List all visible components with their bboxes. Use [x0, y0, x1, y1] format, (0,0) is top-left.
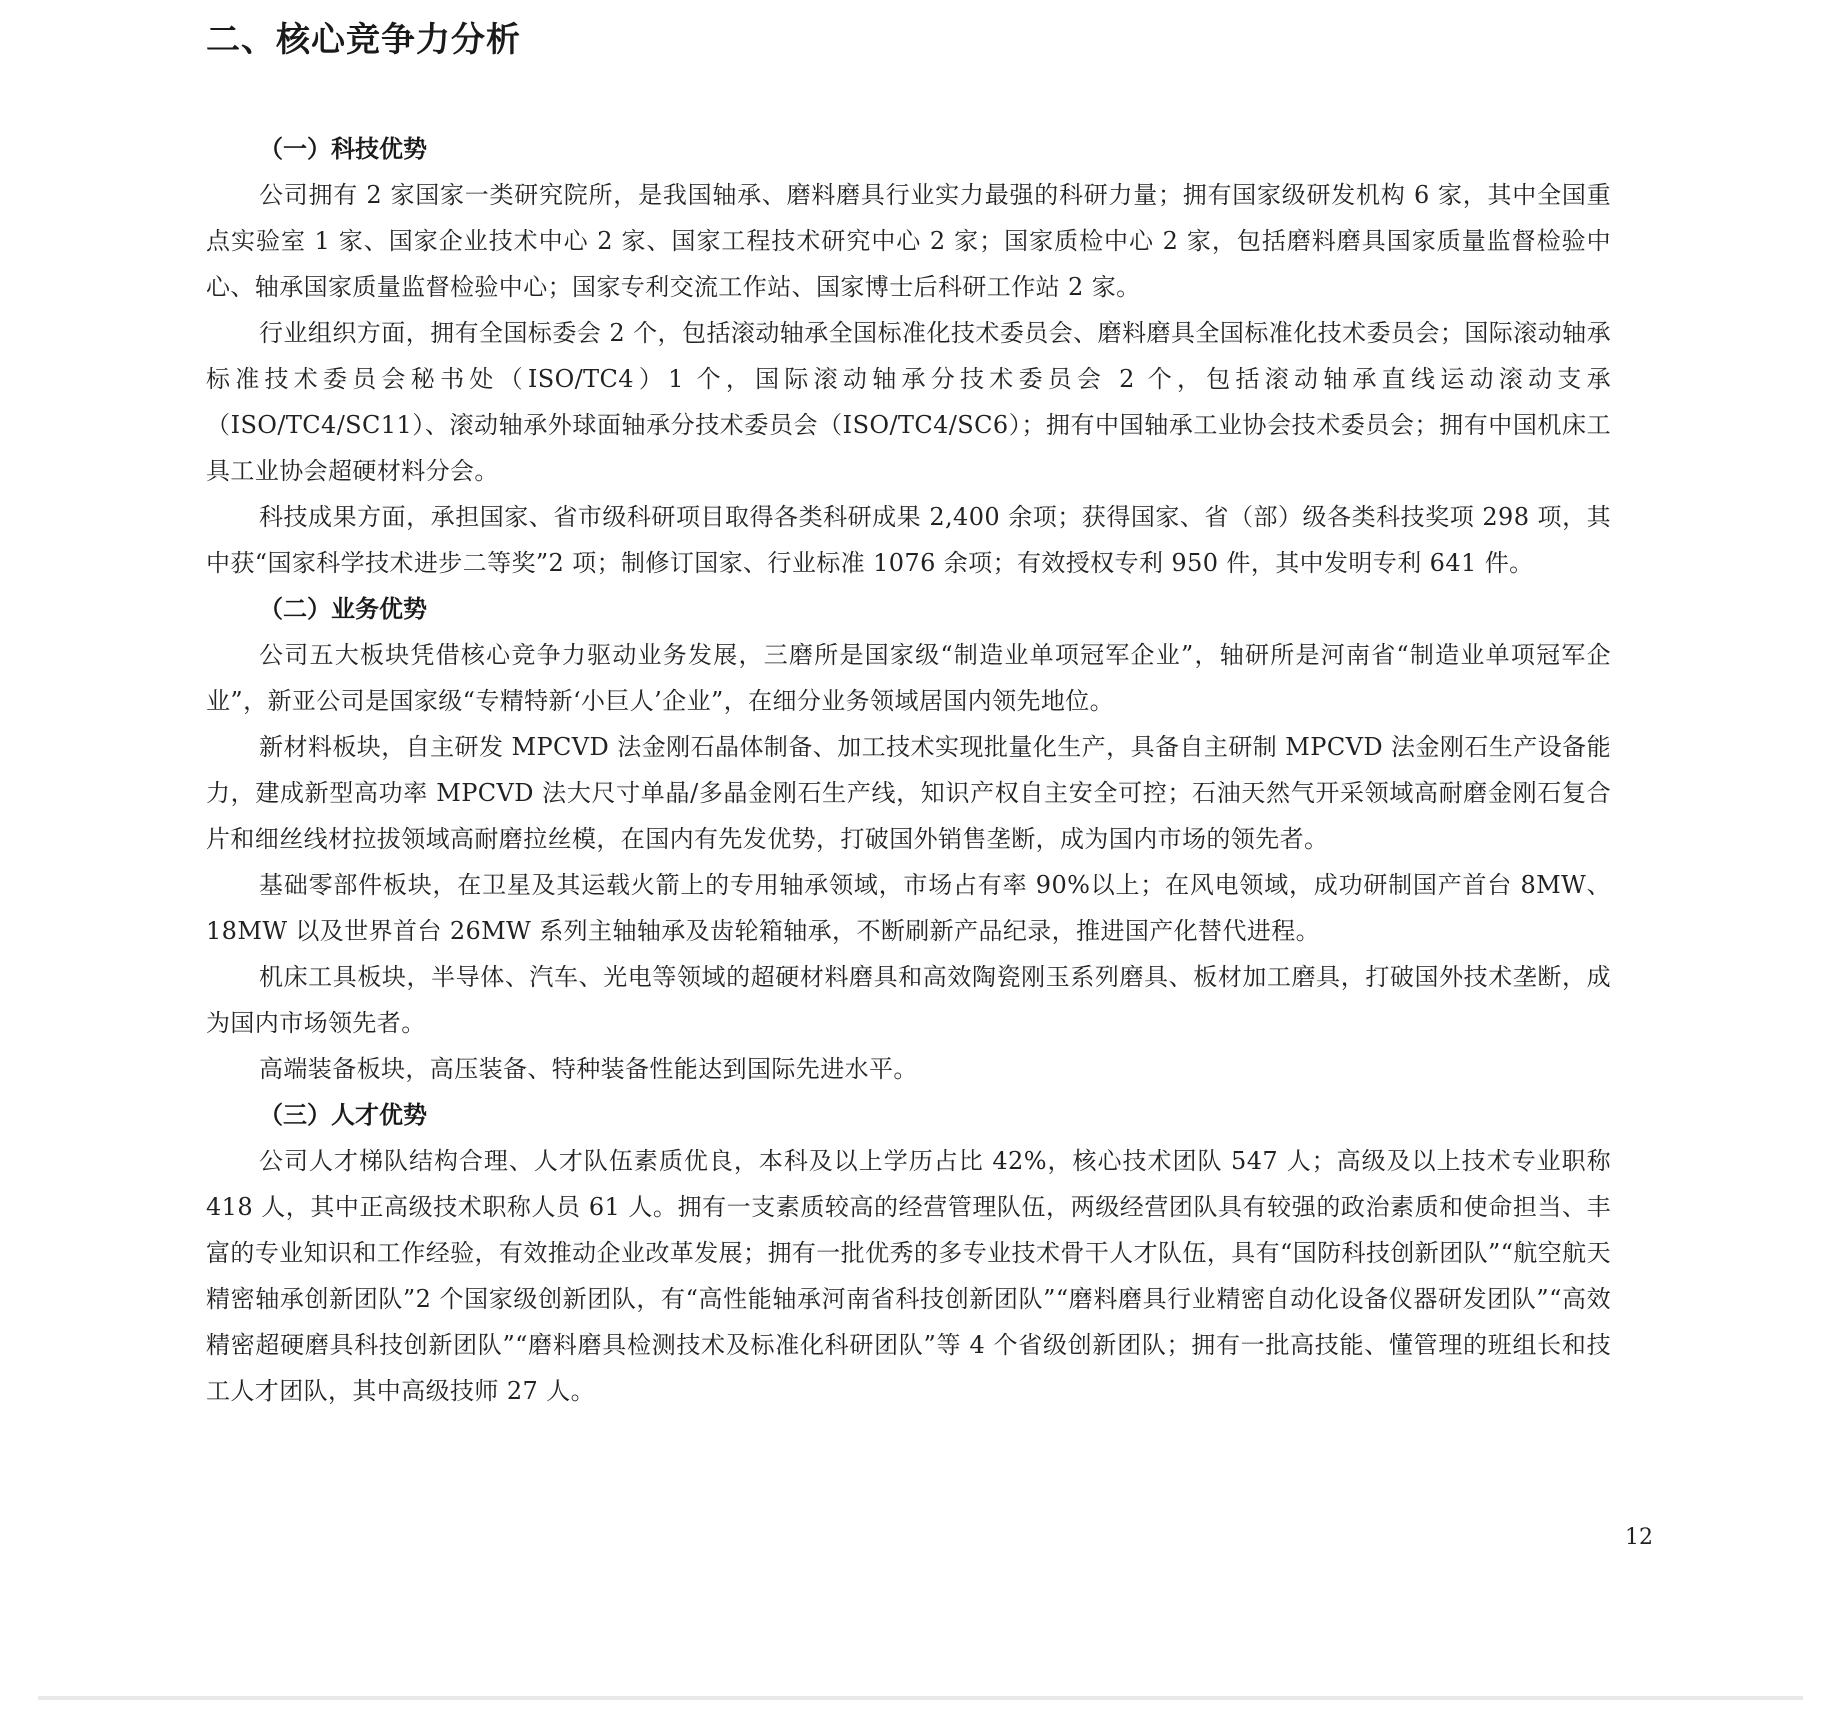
paragraph-talent: 公司人才梯队结构合理、人才队伍素质优良，本科及以上学历占比 42%，核心技术团队 547 人；高级及以上技术专业职称 418 人，其中正高级技术职称人员 61 人。拥有一支素质较高的经营管理队伍，两级经营团队具有较强的政治素质和使命担当、丰富的专业知识和工作经验，有效推动企业改革发展；拥有一批优秀的多专业技术骨干人才队伍，具有“国防科技创新团队”“航空航天精密轴承创新团队”2 个国家级创新团队，有“高性能轴承河南省科技创新团队”“磨料磨具行业精密自动化设备仪器研发团队”“高效精密超硬磨具科技创新团队”“磨料磨具检测技术及标准化科研团队”等 4 个省级创新团队；拥有一批高技能、懂管理的班组长和技工人才团队，其中高级技师 27 人。 [206, 1147, 1611, 1405]
paragraph-high-end-equipment: 高端装备板块，高压装备、特种装备性能达到国际先进水平。 [259, 1055, 918, 1083]
paragraph-tech-institutes: 公司拥有 2 家国家一类研究院所，是我国轴承、磨料磨具行业实力最强的科研力量；拥有国家级研发机构 6 家，其中全国重点实验室 1 家、国家企业技术中心 2 家、国家工程技术研究中心 2 家；国家质检中心 2 家，包括磨料磨具国家质量监督检验中心、轴承国家质量监督检验中心；国家专利交流工作站、国家博士后科研工作站 2 家。 [206, 181, 1611, 301]
paragraph-business-overview: 公司五大板块凭借核心竞争力驱动业务发展，三磨所是国家级“制造业单项冠军企业”，轴研所是河南省“制造业单项冠军企业”，新亚公司是国家级“专精特新‘小巨人’企业”，在细分业务领域居国内领先地位。 [206, 641, 1611, 715]
section-talent-advantage [206, 1092, 1611, 1414]
section-title-business: （二）业务优势 [259, 595, 427, 623]
section-business-advantage [206, 586, 1611, 1092]
paragraph-machine-tools: 机床工具板块，半导体、汽车、光电等领域的超硬材料磨具和高效陶瓷刚玉系列磨具、板材加工磨具，打破国外技术垄断，成为国内市场领先者。 [206, 963, 1611, 1037]
paragraph-basic-components: 基础零部件板块，在卫星及其运载火箭上的专用轴承领域，市场占有率 90%以上；在风电领域，成功研制国产首台 8MW、18MW 以及世界首台 26MW 系列主轴轴承及齿轮箱轴承，不断刷新产品纪录，推进国产化替代进程。 [206, 871, 1611, 945]
section-tech-advantage [206, 126, 1611, 586]
page-number: 12 [1625, 1525, 1653, 1550]
paragraph-tech-achievements: 科技成果方面，承担国家、省市级科研项目取得各类科研成果 2,400 余项；获得国家、省（部）级各类科技奖项 298 项，其中获“国家科学技术进步二等奖”2 项；制修订国家、行业标准 1076 余项；有效授权专利 950 件，其中发明专利 641 件。 [206, 503, 1611, 577]
section-title-talent: （三）人才优势 [259, 1101, 427, 1129]
page-bottom-divider [38, 1696, 1803, 1700]
paragraph-new-materials: 新材料板块，自主研发 MPCVD 法金刚石晶体制备、加工技术实现批量化生产，具备自主研制 MPCVD 法金刚石生产设备能力，建成新型高功率 MPCVD 法大尺寸单晶/多晶金刚石生产线，知识产权自主安全可控；石油天然气开采领域高耐磨金刚石复合片和细丝线材拉拔领域高耐磨拉丝模，在国内有先发优势，打破国外销售垄断，成为国内市场的领先者。 [206, 733, 1611, 853]
section-title-tech: （一）科技优势 [259, 135, 427, 163]
paragraph-tech-organizations: 行业组织方面，拥有全国标委会 2 个，包括滚动轴承全国标准化技术委员会、磨料磨具全国标准化技术委员会；国际滚动轴承标准技术委员会秘书处（ISO/TC4）1 个，国际滚动轴承分技术委员会 2 个，包括滚动轴承直线运动滚动支承（ISO/TC4/SC11）、滚动轴承外球面轴承分技术委员会（ISO/TC4/SC6）；拥有中国轴承工业协会技术委员会；拥有中国机床工具工业协会超硬材料分会。 [206, 319, 1611, 485]
page-heading: 二、核心竞争力分析 [206, 20, 521, 60]
document-body [206, 0, 1611, 1414]
